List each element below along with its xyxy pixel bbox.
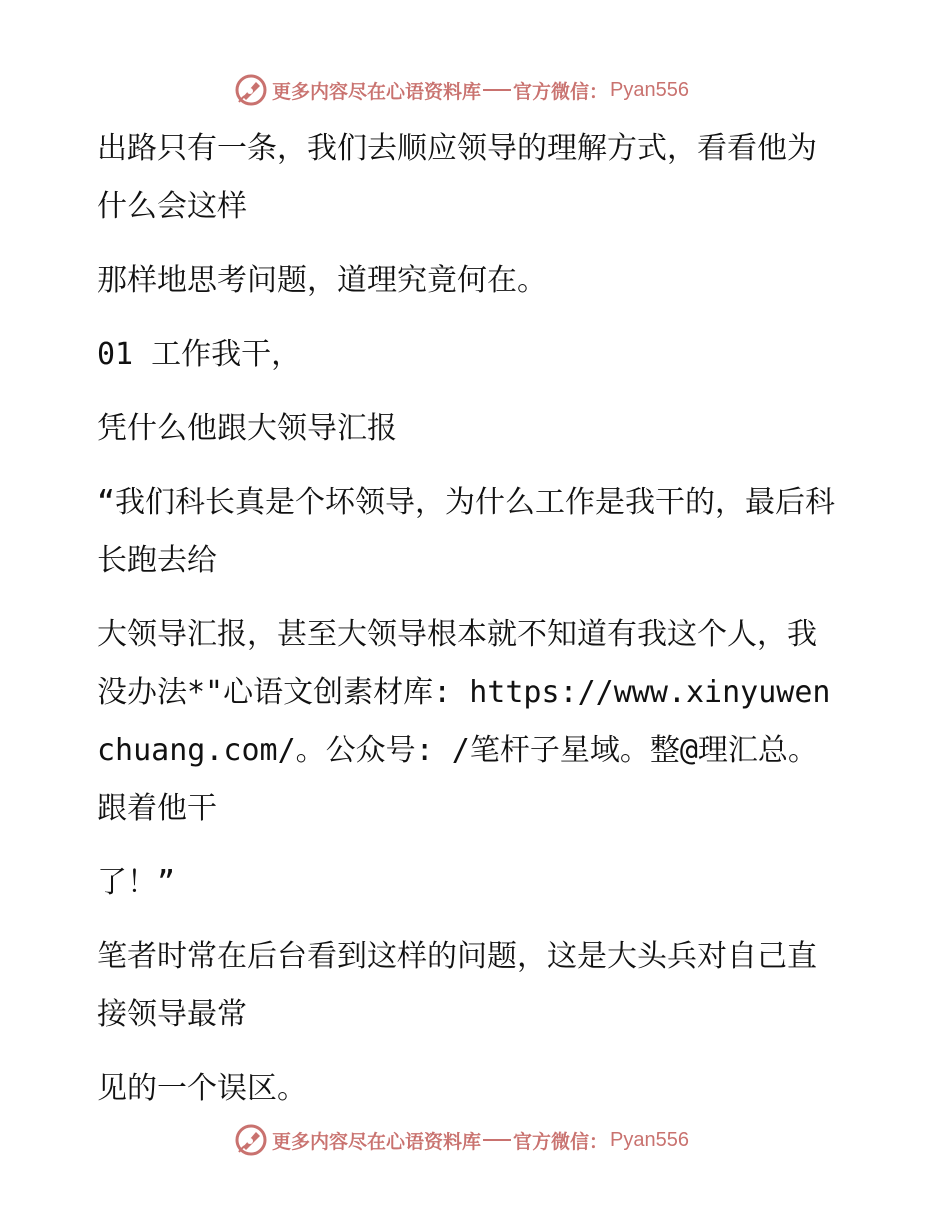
header-banner [234, 70, 689, 110]
paragraph: 见的一个误区。 [97, 1071, 307, 1106]
pen-nib-logo-icon [234, 1123, 268, 1157]
header-brand-text: 更多内容尽在心语资料库 [272, 80, 482, 103]
paragraph: 了！” [97, 865, 176, 900]
header-wechat-id: Pyan556 [610, 78, 689, 101]
footer-wechat-label: 官方微信： [513, 1130, 609, 1153]
footer-banner [234, 1120, 689, 1160]
footer-brand-text: 更多内容尽在心语资料库 [272, 1130, 482, 1153]
paragraph: 01 工作我干， [97, 337, 302, 372]
footer-wechat-id: Pyan556 [610, 1128, 689, 1151]
header-dash [483, 89, 511, 91]
paragraph: 那样地思考问题，道理究竟何在。 [97, 263, 547, 298]
paragraph: 笔者时常在后台看到这样的问题，这是大头兵对自己直接领导最常 [97, 939, 817, 1032]
header-wechat-label: 官方微信： [513, 80, 609, 103]
footer-dash [483, 1139, 511, 1141]
pen-nib-logo-icon [234, 73, 268, 107]
document-body [97, 120, 837, 1134]
paragraph: 出路只有一条，我们去顺应领导的理解方式，看看他为什么会这样 [97, 131, 817, 224]
paragraph: 凭什么他跟大领导汇报 [97, 411, 397, 446]
paragraph: “我们科长真是个坏领导，为什么工作是我干的，最后科长跑去给 [97, 485, 836, 578]
paragraph: 大领导汇报，甚至大领导根本就不知道有我这个人，我没办法*"心语文创素材库: https://www.xinyuwenchuang.com/。公众号: /笔杆子星域。整@理汇总。跟着他干 [97, 617, 831, 826]
